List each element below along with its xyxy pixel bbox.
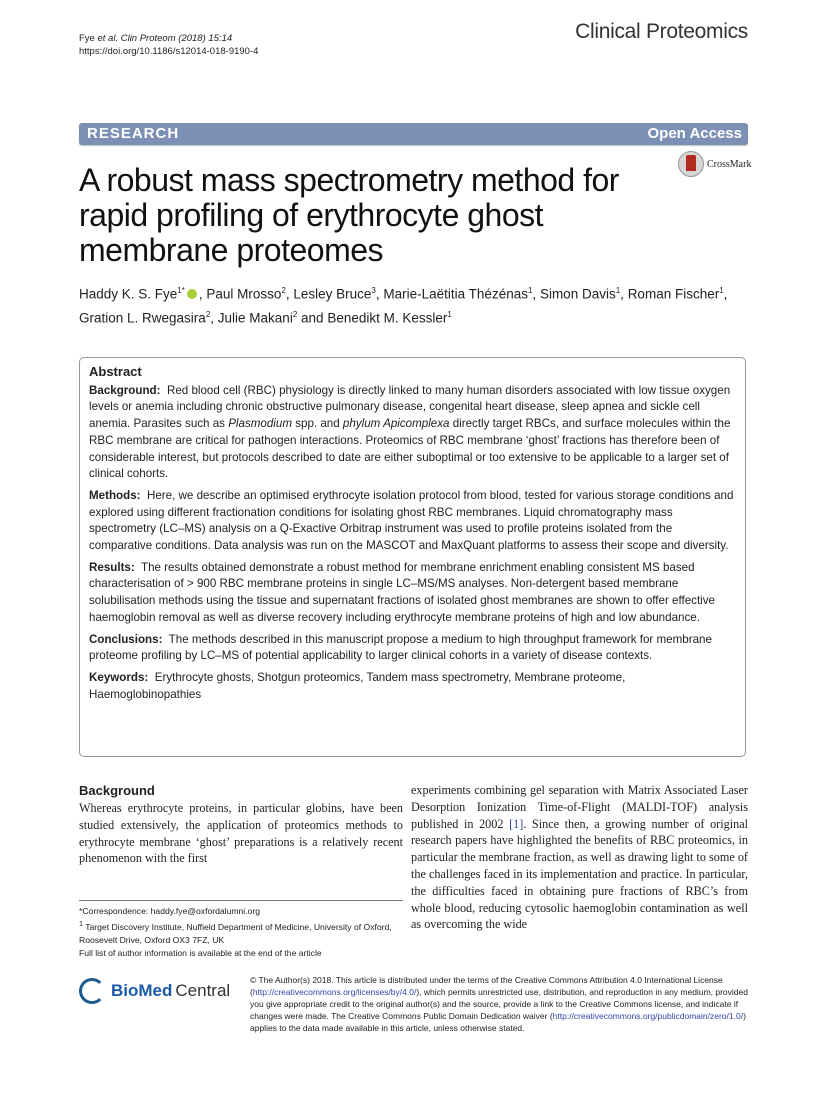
- doi-link[interactable]: https://doi.org/10.1186/s12014-018-9190-4: [79, 46, 259, 57]
- author[interactable]: Roman Fischer: [627, 286, 720, 302]
- article-type-banner: [79, 123, 748, 145]
- body-column-right: experiments combining gel separation with Matrix Associated Laser Desorption Ionization Time-of-Flight (MALDI-TOF) analysis published in 2002 [1]. Since then, a growing number of original research papers have highlighted the benefits of RBC proteomics, in particular the membrane fraction, as well as drawing light to some of the challenges faced in its implementation and practice. In particular, the difficulties faced in obtaining pure fractions of RBC’s from whole blood, reducing cytosolic haemoglobin contamination as well as overcoming the wide: [411, 783, 748, 932]
- footnotes: [79, 905, 409, 960]
- abstract-conclusions: Conclusions: The methods described in this manuscript propose a medium to high throughput framework for membrane proteome profiling by LC–MS of potential applicability to larger clinical cohorts in a variety of disease contexts.: [89, 632, 712, 663]
- bmc-logo-icon: [79, 978, 105, 1004]
- footnote-divider: [79, 900, 403, 901]
- abstract-methods: Methods: Here, we describe an optimised erythrocyte isolation protocol from blood, tested for various storage conditions and explored using different fractionation conditions for isolating ghost RBC membranes. Liquid chromatography mass spectrometry (LC–MS) analysis on a Q-Exactive Orbitrap instrument was used to profile proteins isolated from the comparative conditions. Data analysis was run on the MASCOT and MaxQuant platforms to assess their scope and diversity.: [89, 488, 734, 553]
- abstract-results: Results: The results obtained demonstrate a robust method for membrane enrichment enabling consistent MS based characterisation of > 900 RBC membrane proteins in single LC–MS/MS analyses. Non-detergent based membrane solubilisation methods using the tissue and supernatant fractions of isolated ghost membranes are shown to offer effective haemoglobin removal as well as diverse recovery including erythrocyte membrane proteins of high and low abundance.: [89, 560, 715, 624]
- article-title: A robust mass spectrometry method for rapid profiling of erythrocyte ghost membrane proteomes: [79, 162, 619, 268]
- author-info-note: Full list of author information is available at the end of the article: [79, 947, 322, 958]
- body-column-left: [79, 782, 403, 867]
- abstract-keywords: Keywords: Erythrocyte ghosts, Shotgun proteomics, Tandem mass spectrometry, Membrane proteome, Haemoglobinopathies: [89, 670, 626, 701]
- author[interactable]: Simon Davis: [539, 286, 616, 302]
- author[interactable]: Haddy K. S. Fye: [79, 286, 178, 302]
- biomed-central-logo: BioMed Central: [79, 978, 230, 1004]
- author-list: Haddy K. S. Fye$^{1*}$ , Paul Mrosso$^2$, Lesley Bruce$^3$, Marie-Laëtitia Thézénas$^1$, Simon Davis$^1$, Roman Fischer$^1$, Gration L. Rwegasira$^2$, Julie Makani$^2$ and Benedikt M. Kessler$^1$: [79, 286, 728, 325]
- open-access-label: Open Access: [647, 125, 742, 142]
- crossmark-label: CrossMark: [707, 158, 752, 170]
- citation-journal: et al. Clin Proteom: [97, 33, 176, 44]
- author[interactable]: Benedikt M. Kessler: [327, 310, 448, 325]
- author[interactable]: Julie Makani: [217, 310, 293, 325]
- author[interactable]: Lesley Bruce: [293, 286, 372, 302]
- author[interactable]: Paul Mrosso: [206, 286, 282, 302]
- waiver-link[interactable]: http://creativecommons.org/publicdomain/zero/1.0/: [552, 1011, 744, 1021]
- license-link[interactable]: http://creativecommons.org/licenses/by/4.0/: [252, 987, 417, 997]
- body-paragraph: Whereas erythrocyte proteins, in particular globins, have been studied extensively, the application of proteomics methods to erythrocyte membrane ‘ghost’ preparations is a relatively recent phenomenon with the first: [79, 801, 403, 866]
- affiliation: $^1$ Target Discovery Institute, Nuffield Department of Medicine, University of Oxford, Roosevelt Drive, Oxford OX3 7FZ, UK: [79, 920, 392, 945]
- citation-header: [79, 32, 258, 58]
- orcid-icon[interactable]: [187, 289, 197, 299]
- citation-authors: Fye: [79, 33, 95, 44]
- author[interactable]: Gration L. Rwegasira: [79, 310, 206, 325]
- reference-link[interactable]: [1]: [509, 816, 524, 831]
- license-text: © The Author(s) 2018. This article is distributed under the terms of the Creative Commons Attribution 4.0 International License (http://creativecommons.org/licenses/by/4.0/), which permits unrestricted use, distribution, and reproduction in any medium, provided you give appropriate credit to the original author(s) and the source, provide a link to the Creative Commons license, and indicate if changes were made. The Creative Commons Public Domain Dedication waiver (http://creativecommons.org/publicdomain/zero/1.0/) applies to the data made available in this article, unless otherwise stated.: [250, 975, 748, 1033]
- crossmark-icon: [678, 151, 704, 177]
- author[interactable]: Marie-Laëtitia Thézénas: [383, 286, 528, 302]
- abstract-box: [79, 357, 746, 757]
- abstract-background: Background: Red blood cell (RBC) physiology is directly linked to many human disorders associated with low tissue oxygen levels or anemia including chronic obstructive pulmonary disease, congenital heart disease, sleep apnea and sickle cell anemia. Parasites such as Plasmodium spp. and phylum Apicomplexa directly target RBCs, and surface molecules within the RBC membrane are critical for pathogen interactions. Proteomics of RBC membrane ‘ghost’ fractions has therefore been of considerable interest, but protocols described to date are either suboptimal or too extensive to be applicable to a larger set of clinical cohorts.: [89, 383, 731, 481]
- section-heading: Background: [79, 783, 155, 798]
- journal-name: Clinical Proteomics: [575, 20, 748, 43]
- crossmark-button[interactable]: [678, 151, 751, 177]
- article-type-label: RESEARCH: [87, 125, 180, 142]
- correspondence: *Correspondence: haddy.fye@oxfordalumni.org: [79, 906, 261, 916]
- citation-volume: (2018) 15:14: [178, 33, 233, 44]
- abstract-heading: Abstract: [89, 364, 142, 379]
